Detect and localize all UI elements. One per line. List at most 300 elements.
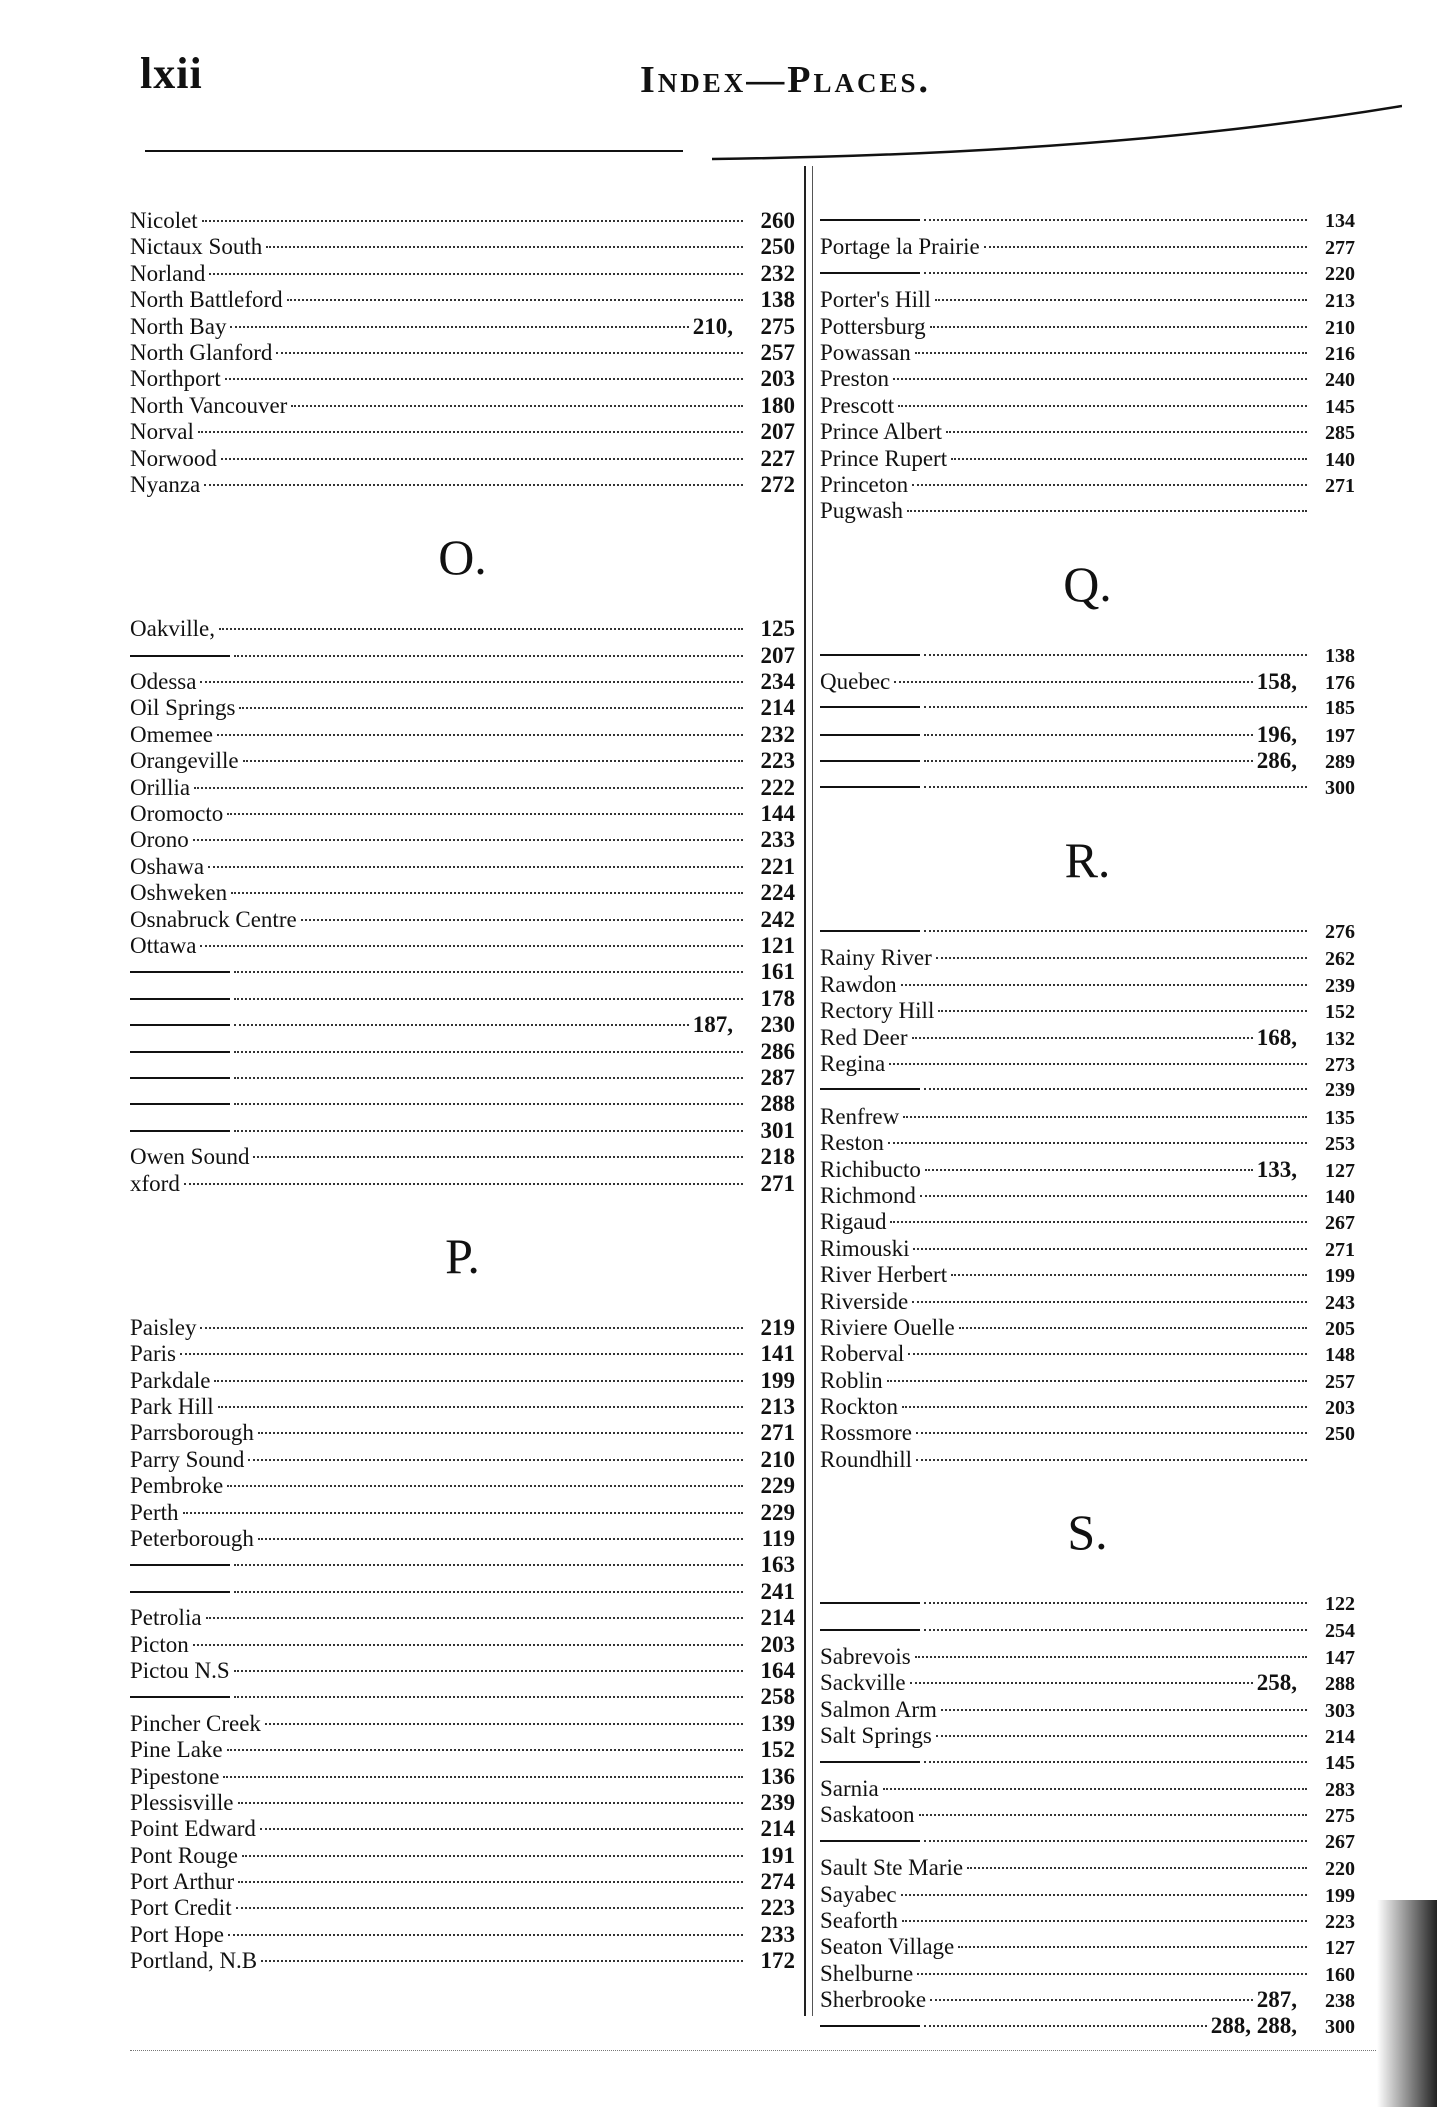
index-entry <box>130 880 795 906</box>
place-name: Quebec <box>820 669 891 695</box>
place-name: Sackville <box>820 1670 906 1696</box>
place-name: Preston <box>820 366 889 392</box>
place-name: Parkdale <box>130 1367 211 1393</box>
dot-leader <box>218 1406 743 1408</box>
dot-leader <box>887 1380 1307 1382</box>
dot-leader <box>893 378 1307 380</box>
index-entry <box>130 1473 795 1499</box>
dot-leader <box>915 1656 1307 1658</box>
place-name: Sherbrooke <box>820 1987 927 2013</box>
dot-leader <box>883 1788 1307 1790</box>
page-ref: 218 <box>760 1144 795 1170</box>
index-entry <box>130 959 795 985</box>
page-ref: 287 <box>760 1064 795 1090</box>
place-name: Prescott <box>820 392 895 418</box>
index-entry <box>820 2013 1355 2039</box>
ditto-dash <box>820 219 920 221</box>
dot-leader <box>901 984 1307 986</box>
place-name: Pugwash <box>820 498 904 524</box>
extra-page-ref: 187, <box>692 1012 733 1038</box>
dot-leader <box>200 1327 743 1329</box>
place-name: Oil Springs <box>130 695 236 721</box>
page-ref: 220 <box>1325 262 1355 285</box>
page-ref: 272 <box>760 471 795 497</box>
page-ref: 262 <box>1325 948 1355 971</box>
dot-leader <box>198 431 743 433</box>
index-entry <box>130 1869 795 1895</box>
page-ref: 140 <box>1325 1185 1355 1208</box>
page-ref: 136 <box>760 1763 795 1789</box>
page-ref: 199 <box>760 1367 795 1393</box>
place-name: Oakville, <box>130 616 215 642</box>
dot-leader <box>924 1602 1307 1604</box>
place-name: Odessa <box>130 669 197 695</box>
dot-leader <box>266 246 743 248</box>
page-ref: 234 <box>760 669 795 695</box>
place-name: Richmond <box>820 1182 916 1208</box>
dot-leader <box>234 655 743 657</box>
index-entry <box>130 1711 795 1737</box>
page-ref: 289 <box>1325 751 1355 774</box>
page-ref: 125 <box>760 616 795 642</box>
place-name: Norland <box>130 260 206 286</box>
section-letter: Q. <box>1063 555 1112 612</box>
index-entry <box>130 1118 795 1144</box>
page-ref: 214 <box>760 1605 795 1631</box>
index-entry <box>820 1077 1355 1103</box>
index-entry <box>820 340 1355 366</box>
ditto-dash <box>820 1602 920 1604</box>
index-entry <box>820 1723 1355 1749</box>
dot-leader <box>194 787 743 789</box>
extra-page-ref: 133, <box>1256 1156 1297 1182</box>
page-edge-shadow <box>1377 1900 1437 2107</box>
ditto-dash <box>130 1077 230 1079</box>
section-letter: O. <box>438 529 487 586</box>
index-entry <box>820 1157 1355 1183</box>
index-entry <box>130 446 795 472</box>
page-ref: 223 <box>760 748 795 774</box>
page-ref: 275 <box>1325 1805 1355 1828</box>
page-ref: 127 <box>1325 1937 1355 1960</box>
place-name: Pipestone <box>130 1763 220 1789</box>
page-ref: 283 <box>1325 1778 1355 1801</box>
dot-leader <box>898 405 1307 407</box>
page-ref: 257 <box>1325 1370 1355 1393</box>
index-entry <box>130 643 795 669</box>
page-ref: 219 <box>760 1314 795 1340</box>
index-entry <box>130 1500 795 1526</box>
index-entry <box>130 1605 795 1631</box>
dot-leader <box>967 1867 1307 1869</box>
dot-leader <box>924 1088 1307 1090</box>
index-entry <box>130 1144 795 1170</box>
place-name: Rigaud <box>820 1209 887 1235</box>
index-entry <box>820 1394 1355 1420</box>
page-ref: 138 <box>760 287 795 313</box>
dot-leader <box>912 1301 1307 1303</box>
dot-leader <box>908 1353 1307 1355</box>
index-entry <box>130 1368 795 1394</box>
dot-leader <box>234 1670 743 1672</box>
place-name: Port Hope <box>130 1921 224 1947</box>
place-name: Osnabruck Centre <box>130 906 297 932</box>
page-ref: 303 <box>1325 1699 1355 1722</box>
page-ref: 140 <box>1325 448 1355 471</box>
header-rule <box>145 150 683 152</box>
index-entry <box>130 986 795 1012</box>
index-entry <box>130 472 795 498</box>
right-column <box>820 208 1355 2040</box>
dot-leader <box>924 654 1307 656</box>
page-ref: 203 <box>760 1631 795 1657</box>
index-entry <box>820 1447 1355 1473</box>
page-ref: 172 <box>760 1948 795 1974</box>
index-entry <box>130 1816 795 1842</box>
dot-leader <box>924 2025 1207 2027</box>
index-entry <box>820 1130 1355 1156</box>
column-divider <box>804 166 806 2016</box>
page-ref: 239 <box>760 1789 795 1815</box>
index-entry <box>130 419 795 445</box>
place-name: Shelburne <box>820 1960 914 1986</box>
dot-leader <box>924 1629 1307 1631</box>
page-ref: 257 <box>760 339 795 365</box>
index-entry <box>130 933 795 959</box>
index-entry <box>820 1315 1355 1341</box>
index-entry <box>820 1341 1355 1367</box>
dot-leader <box>910 1682 1253 1684</box>
index-entry <box>820 393 1355 419</box>
index-entry <box>820 1209 1355 1235</box>
index-entry <box>820 446 1355 472</box>
page-ref: 132 <box>1325 1027 1355 1050</box>
place-name: Norwood <box>130 445 217 471</box>
page-ref: 164 <box>760 1657 795 1683</box>
index-entry <box>130 314 795 340</box>
page-ref: 144 <box>760 801 795 827</box>
dot-leader <box>291 405 743 407</box>
place-name: Paisley <box>130 1314 197 1340</box>
index-entry <box>130 616 795 642</box>
index-entry <box>130 1922 795 1948</box>
dot-leader <box>227 813 743 815</box>
extra-page-ref: 286, <box>1256 748 1297 774</box>
place-name: Ottawa <box>130 932 197 958</box>
place-name: Rossmore <box>820 1420 912 1446</box>
dot-leader <box>242 1855 743 1857</box>
page-ref: 274 <box>760 1869 795 1895</box>
dot-leader <box>951 1274 1307 1276</box>
dot-leader <box>221 458 743 460</box>
place-name: Orillia <box>130 774 191 800</box>
header-rule-curved <box>712 104 1402 164</box>
page-ref: 224 <box>760 880 795 906</box>
place-name: Saskatoon <box>820 1802 915 1828</box>
place-name: Orono <box>130 827 189 853</box>
page-ref: 271 <box>760 1420 795 1446</box>
section-letter: R. <box>1064 832 1111 889</box>
page-ref: 152 <box>1325 1001 1355 1024</box>
page-ref: 178 <box>760 985 795 1011</box>
page-ref: 267 <box>1325 1212 1355 1235</box>
place-name: Riverside <box>820 1288 909 1314</box>
page-ref: 122 <box>1325 1593 1355 1616</box>
dot-leader <box>984 246 1307 248</box>
page-ref: 276 <box>1325 921 1355 944</box>
place-name: Powassan <box>820 339 911 365</box>
dot-leader <box>253 1156 743 1158</box>
dot-leader <box>890 1221 1307 1223</box>
page-ref: 286 <box>760 1038 795 1064</box>
place-name: Point Edward <box>130 1816 256 1842</box>
index-entry <box>820 1934 1355 1960</box>
ditto-dash <box>820 734 920 736</box>
index-entry <box>130 1658 795 1684</box>
extra-page-ref: 158, <box>1256 669 1297 695</box>
dot-leader <box>907 510 1307 512</box>
index-entry <box>130 1065 795 1091</box>
dot-leader <box>888 1142 1307 1144</box>
place-name: Oshawa <box>130 853 205 879</box>
dot-leader <box>901 1894 1307 1896</box>
index-entry <box>820 314 1355 340</box>
place-name: Sarnia <box>820 1775 879 1801</box>
page-ref: 119 <box>761 1526 795 1552</box>
place-name: Salmon Arm <box>820 1696 937 1722</box>
index-entry <box>130 393 795 419</box>
section-letter: P. <box>445 1227 480 1284</box>
index-entry <box>820 1750 1355 1776</box>
index-entry <box>130 1091 795 1117</box>
column-divider-inner <box>812 166 813 2016</box>
page-ref: 271 <box>1325 474 1355 497</box>
index-entry <box>820 1670 1355 1696</box>
index-entry <box>820 1882 1355 1908</box>
dot-leader <box>234 1077 743 1079</box>
dot-leader <box>919 1814 1307 1816</box>
index-entry <box>130 1420 795 1446</box>
dot-leader <box>924 272 1307 274</box>
dot-leader <box>234 1130 743 1132</box>
index-entry <box>130 340 795 366</box>
page-ref: 233 <box>760 827 795 853</box>
dot-leader <box>301 919 743 921</box>
index-entry <box>130 1948 795 1974</box>
ditto-dash <box>130 1103 230 1105</box>
dot-leader <box>924 219 1307 221</box>
ditto-dash <box>130 1696 230 1698</box>
index-entry <box>820 945 1355 971</box>
place-name: Salt Springs <box>820 1723 932 1749</box>
page-ref: 205 <box>1325 1317 1355 1340</box>
dot-leader <box>234 998 743 1000</box>
page-ref: 260 <box>760 208 795 233</box>
dot-leader <box>238 1881 743 1883</box>
dot-leader <box>200 945 743 947</box>
place-name: Pine Lake <box>130 1737 223 1763</box>
place-name: Sault Ste Marie <box>820 1855 964 1881</box>
index-entry <box>130 775 795 801</box>
page-ref: 216 <box>1325 342 1355 365</box>
dot-leader <box>276 352 743 354</box>
index-entry <box>130 695 795 721</box>
place-name: Pottersburg <box>820 313 926 339</box>
extra-page-ref: 287, <box>1256 1987 1297 2013</box>
footer-rule <box>130 2050 1380 2052</box>
place-name: Sayabec <box>820 1881 897 1907</box>
place-name: Prince Rupert <box>820 445 948 471</box>
dot-leader <box>236 1907 743 1909</box>
dot-leader <box>930 326 1307 328</box>
page-ref: 147 <box>1325 1647 1355 1670</box>
page-ref: 239 <box>1325 974 1355 997</box>
place-name: Pont Rouge <box>130 1842 238 1868</box>
place-name: Parry Sound <box>130 1446 245 1472</box>
place-name: Owen Sound <box>130 1144 250 1170</box>
page-ref: 141 <box>760 1341 795 1367</box>
place-name: Rectory Hill <box>820 998 935 1024</box>
index-entry <box>130 287 795 313</box>
page-ref: 253 <box>1325 1133 1355 1156</box>
dot-leader <box>202 220 743 222</box>
dot-leader <box>924 930 1307 932</box>
dot-leader <box>913 1248 1307 1250</box>
page-ref: 271 <box>760 1170 795 1196</box>
dot-leader <box>193 1644 743 1646</box>
dot-leader <box>234 1564 743 1566</box>
dot-leader <box>924 786 1307 788</box>
left-column <box>130 208 795 1975</box>
page-ref: 227 <box>760 445 795 471</box>
dot-leader <box>903 1116 1307 1118</box>
index-entry <box>820 1644 1355 1670</box>
dot-leader <box>238 1802 743 1804</box>
dot-leader <box>265 1723 743 1725</box>
dot-leader <box>228 1934 743 1936</box>
place-name: Peterborough <box>130 1526 254 1552</box>
place-name: Renfrew <box>820 1103 900 1129</box>
place-name: Pincher Creek <box>130 1710 261 1736</box>
index-entry <box>820 1236 1355 1262</box>
place-name: Perth <box>130 1499 179 1525</box>
page-ref: 138 <box>1325 644 1355 667</box>
dot-leader <box>902 1920 1307 1922</box>
index-entry <box>820 919 1355 945</box>
place-name: Reston <box>820 1130 884 1156</box>
page-ref: 207 <box>760 419 795 445</box>
dot-leader <box>217 734 743 736</box>
index-entry <box>130 1764 795 1790</box>
page-ref: 210 <box>760 1446 795 1472</box>
ditto-dash <box>820 930 920 932</box>
dot-leader <box>917 1973 1307 1975</box>
page-ref: 221 <box>760 853 795 879</box>
dot-leader <box>234 1591 743 1593</box>
place-name: North Bay <box>130 313 227 339</box>
place-name: Nictaux South <box>130 234 263 260</box>
dot-leader <box>208 866 743 868</box>
index-entry <box>130 208 795 234</box>
index-entry <box>130 1684 795 1710</box>
index-entry <box>130 1315 795 1341</box>
dot-leader <box>219 628 743 630</box>
index-entry <box>820 1591 1355 1617</box>
index-entry <box>130 1895 795 1921</box>
page-ref: 222 <box>760 774 795 800</box>
page-ref: 160 <box>1325 1963 1355 1986</box>
index-entry <box>820 775 1355 801</box>
page-ref: 223 <box>760 1895 795 1921</box>
dot-leader <box>938 1010 1307 1012</box>
dot-leader <box>234 1103 743 1105</box>
place-name: Orangeville <box>130 748 239 774</box>
index-entry <box>820 1829 1355 1855</box>
index-entry <box>820 695 1355 721</box>
dot-leader <box>260 1828 743 1830</box>
place-name: Prince Albert <box>820 419 942 445</box>
place-name: Roberval <box>820 1341 905 1367</box>
page-ref: 213 <box>760 1394 795 1420</box>
dot-leader <box>912 1037 1253 1039</box>
dot-leader <box>261 1960 743 1962</box>
page-ref: 145 <box>1325 395 1355 418</box>
page-ref: 238 <box>1325 1990 1355 2013</box>
index-entry <box>130 1341 795 1367</box>
dot-leader <box>959 1327 1307 1329</box>
index-entry <box>820 669 1355 695</box>
page-ref: 285 <box>1325 422 1355 445</box>
page-ref: 210 <box>1325 316 1355 339</box>
place-name: Petrolia <box>130 1605 202 1631</box>
place-name: Park Hill <box>130 1394 214 1420</box>
dot-leader <box>894 681 1253 683</box>
ditto-dash <box>130 1130 230 1132</box>
index-entry <box>130 669 795 695</box>
dot-leader <box>930 1999 1253 2001</box>
place-name: Pembroke <box>130 1473 224 1499</box>
ditto-dash <box>130 655 230 657</box>
index-entry <box>820 261 1355 287</box>
page-ref: 163 <box>760 1552 795 1578</box>
dot-leader <box>204 484 743 486</box>
ditto-dash <box>130 1051 230 1053</box>
dot-leader <box>243 760 743 762</box>
place-name: Oromocto <box>130 801 224 827</box>
place-name: Rockton <box>820 1394 898 1420</box>
page-ref: 300 <box>1325 2016 1355 2039</box>
place-name: Nicolet <box>130 208 198 233</box>
index-entry <box>820 1025 1355 1051</box>
page-ref: 214 <box>760 1816 795 1842</box>
index-entry <box>820 1183 1355 1209</box>
index-entry <box>820 1908 1355 1934</box>
page-ref: 240 <box>1325 369 1355 392</box>
index-entry <box>820 1961 1355 1987</box>
index-entry <box>820 1368 1355 1394</box>
dot-leader <box>183 1512 743 1514</box>
place-name: Omemee <box>130 721 214 747</box>
page-ref: 121 <box>760 932 795 958</box>
page-ref: 242 <box>760 906 795 932</box>
index-entry <box>820 1987 1355 2013</box>
place-name: Norval <box>130 419 194 445</box>
dot-leader <box>946 431 1307 433</box>
page-ref: 271 <box>1325 1238 1355 1261</box>
index-entry <box>820 972 1355 998</box>
place-name: North Glanford <box>130 339 273 365</box>
place-name: Porter's Hill <box>820 287 931 313</box>
